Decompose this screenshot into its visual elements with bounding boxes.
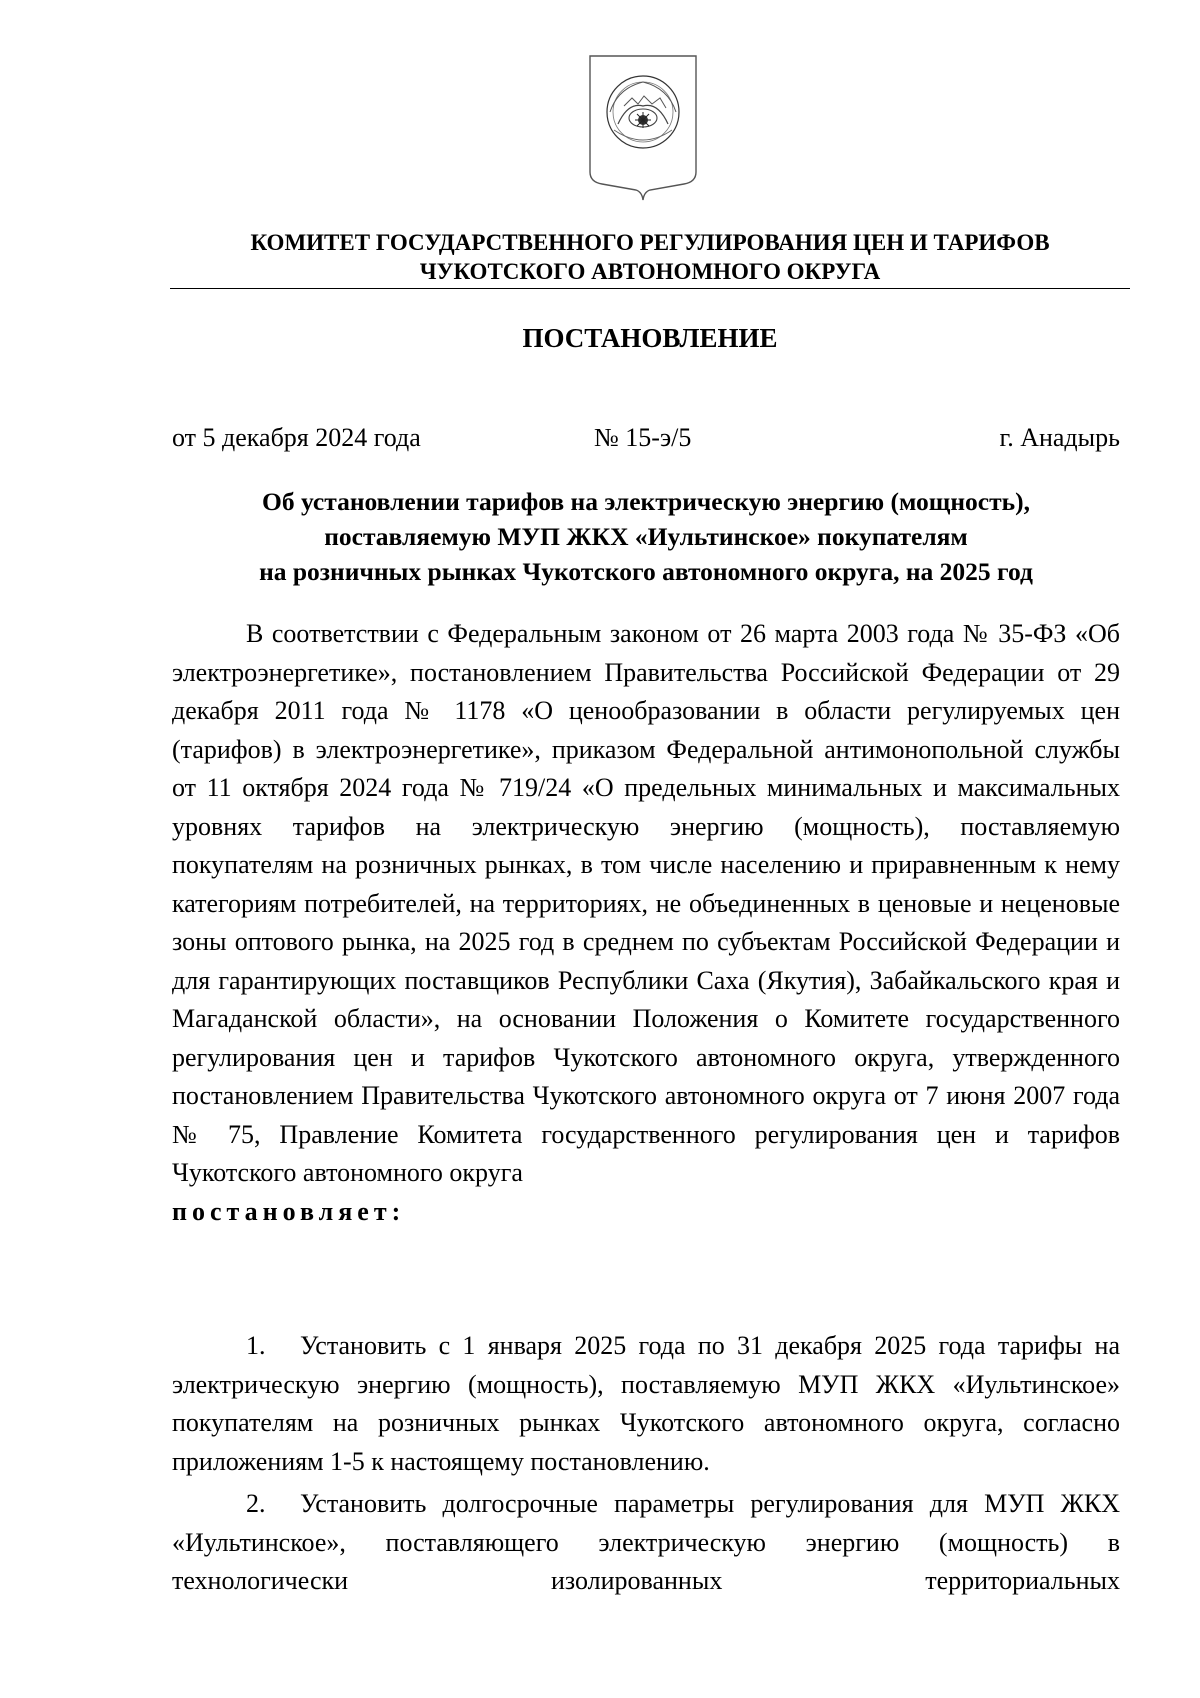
list-item — [172, 1485, 1120, 1601]
item-text: Установить долгосрочные параметры регулирования для МУП ЖКХ «Иультинское», поставляющего электрическую энергию (мощность) в технологически изолированных территориальных — [172, 1489, 1120, 1595]
document-city: г. Анадырь — [999, 423, 1120, 452]
coat-of-arms-emblem — [588, 54, 698, 204]
resolves-heading: постановляет: — [172, 1196, 406, 1226]
item-number: 1. — [246, 1331, 266, 1360]
document-title-line1: Об установлении тарифов на электрическую энергию (мощность), — [262, 487, 1030, 516]
document-title — [172, 484, 1120, 589]
resolution-items — [172, 1327, 1120, 1605]
organization-name-line1: КОМИТЕТ ГОСУДАРСТВЕННОГО РЕГУЛИРОВАНИЯ ЦЕН И ТАРИФОВ — [250, 230, 1050, 255]
document-meta — [172, 423, 1120, 455]
item-text: Установить с 1 января 2025 года по 31 декабря 2025 года тарифы на электрическую энергию (мощность), поставляемую МУП ЖКХ «Иультинское» покупателям на розничных рынках Чукотского автономного округа, согласно приложениям 1-5 к настоящему постановлению. — [172, 1331, 1120, 1476]
document-body — [172, 615, 1120, 1231]
organization-name-line2: ЧУКОТСКОГО АВТОНОМНОГО ОКРУГА — [419, 259, 881, 284]
list-item — [172, 1327, 1120, 1481]
document-title-line3: на розничных рынках Чукотского автономного округа, на 2025 год — [259, 557, 1033, 586]
organization-name — [170, 228, 1130, 286]
document-title-line2: поставляемую МУП ЖКХ «Иультинское» покупателям — [324, 522, 968, 551]
document-number: № 15-э/5 — [594, 423, 692, 452]
document-date: от 5 декабря 2024 года — [172, 423, 421, 452]
header-divider — [170, 288, 1130, 289]
preamble-paragraph: В соответствии с Федеральным законом от 26 марта 2003 года № 35-ФЗ «Об электроэнергетике», постановлением Правительства Российской Федерации от 29 декабря 2011 года № 1178 «О ценообразовании в области регулируемых цен (тарифов) в электроэнергетике», приказом Федеральной антимонопольной службы от 11 октября 2024 года № 719/24 «О предельных минимальных и максимальных уровнях тарифов на электрическую энергию (мощность), поставляемую покупателям на розничных рынках, в том числе населению и приравненным к нему категориям потребителей, на территориях, не объединенных в ценовые и неценовые зоны оптового рынка, на 2025 год в среднем по субъектам Российской Федерации и для гарантирующих поставщиков Республики Саха (Якутия), Забайкальского края и Магаданской области», на основании Положения о Комитете государственного регулирования цен и тарифов Чукотского автономного округа, утвержденного постановлением Правительства Чукотского автономного округа от 7 июня 2007 года № 75, Правление Комитета государственного регулирования цен и тарифов Чукотского автономного округа — [172, 619, 1120, 1187]
document-type: ПОСТАНОВЛЕНИЕ — [522, 323, 778, 353]
item-number: 2. — [246, 1489, 266, 1518]
